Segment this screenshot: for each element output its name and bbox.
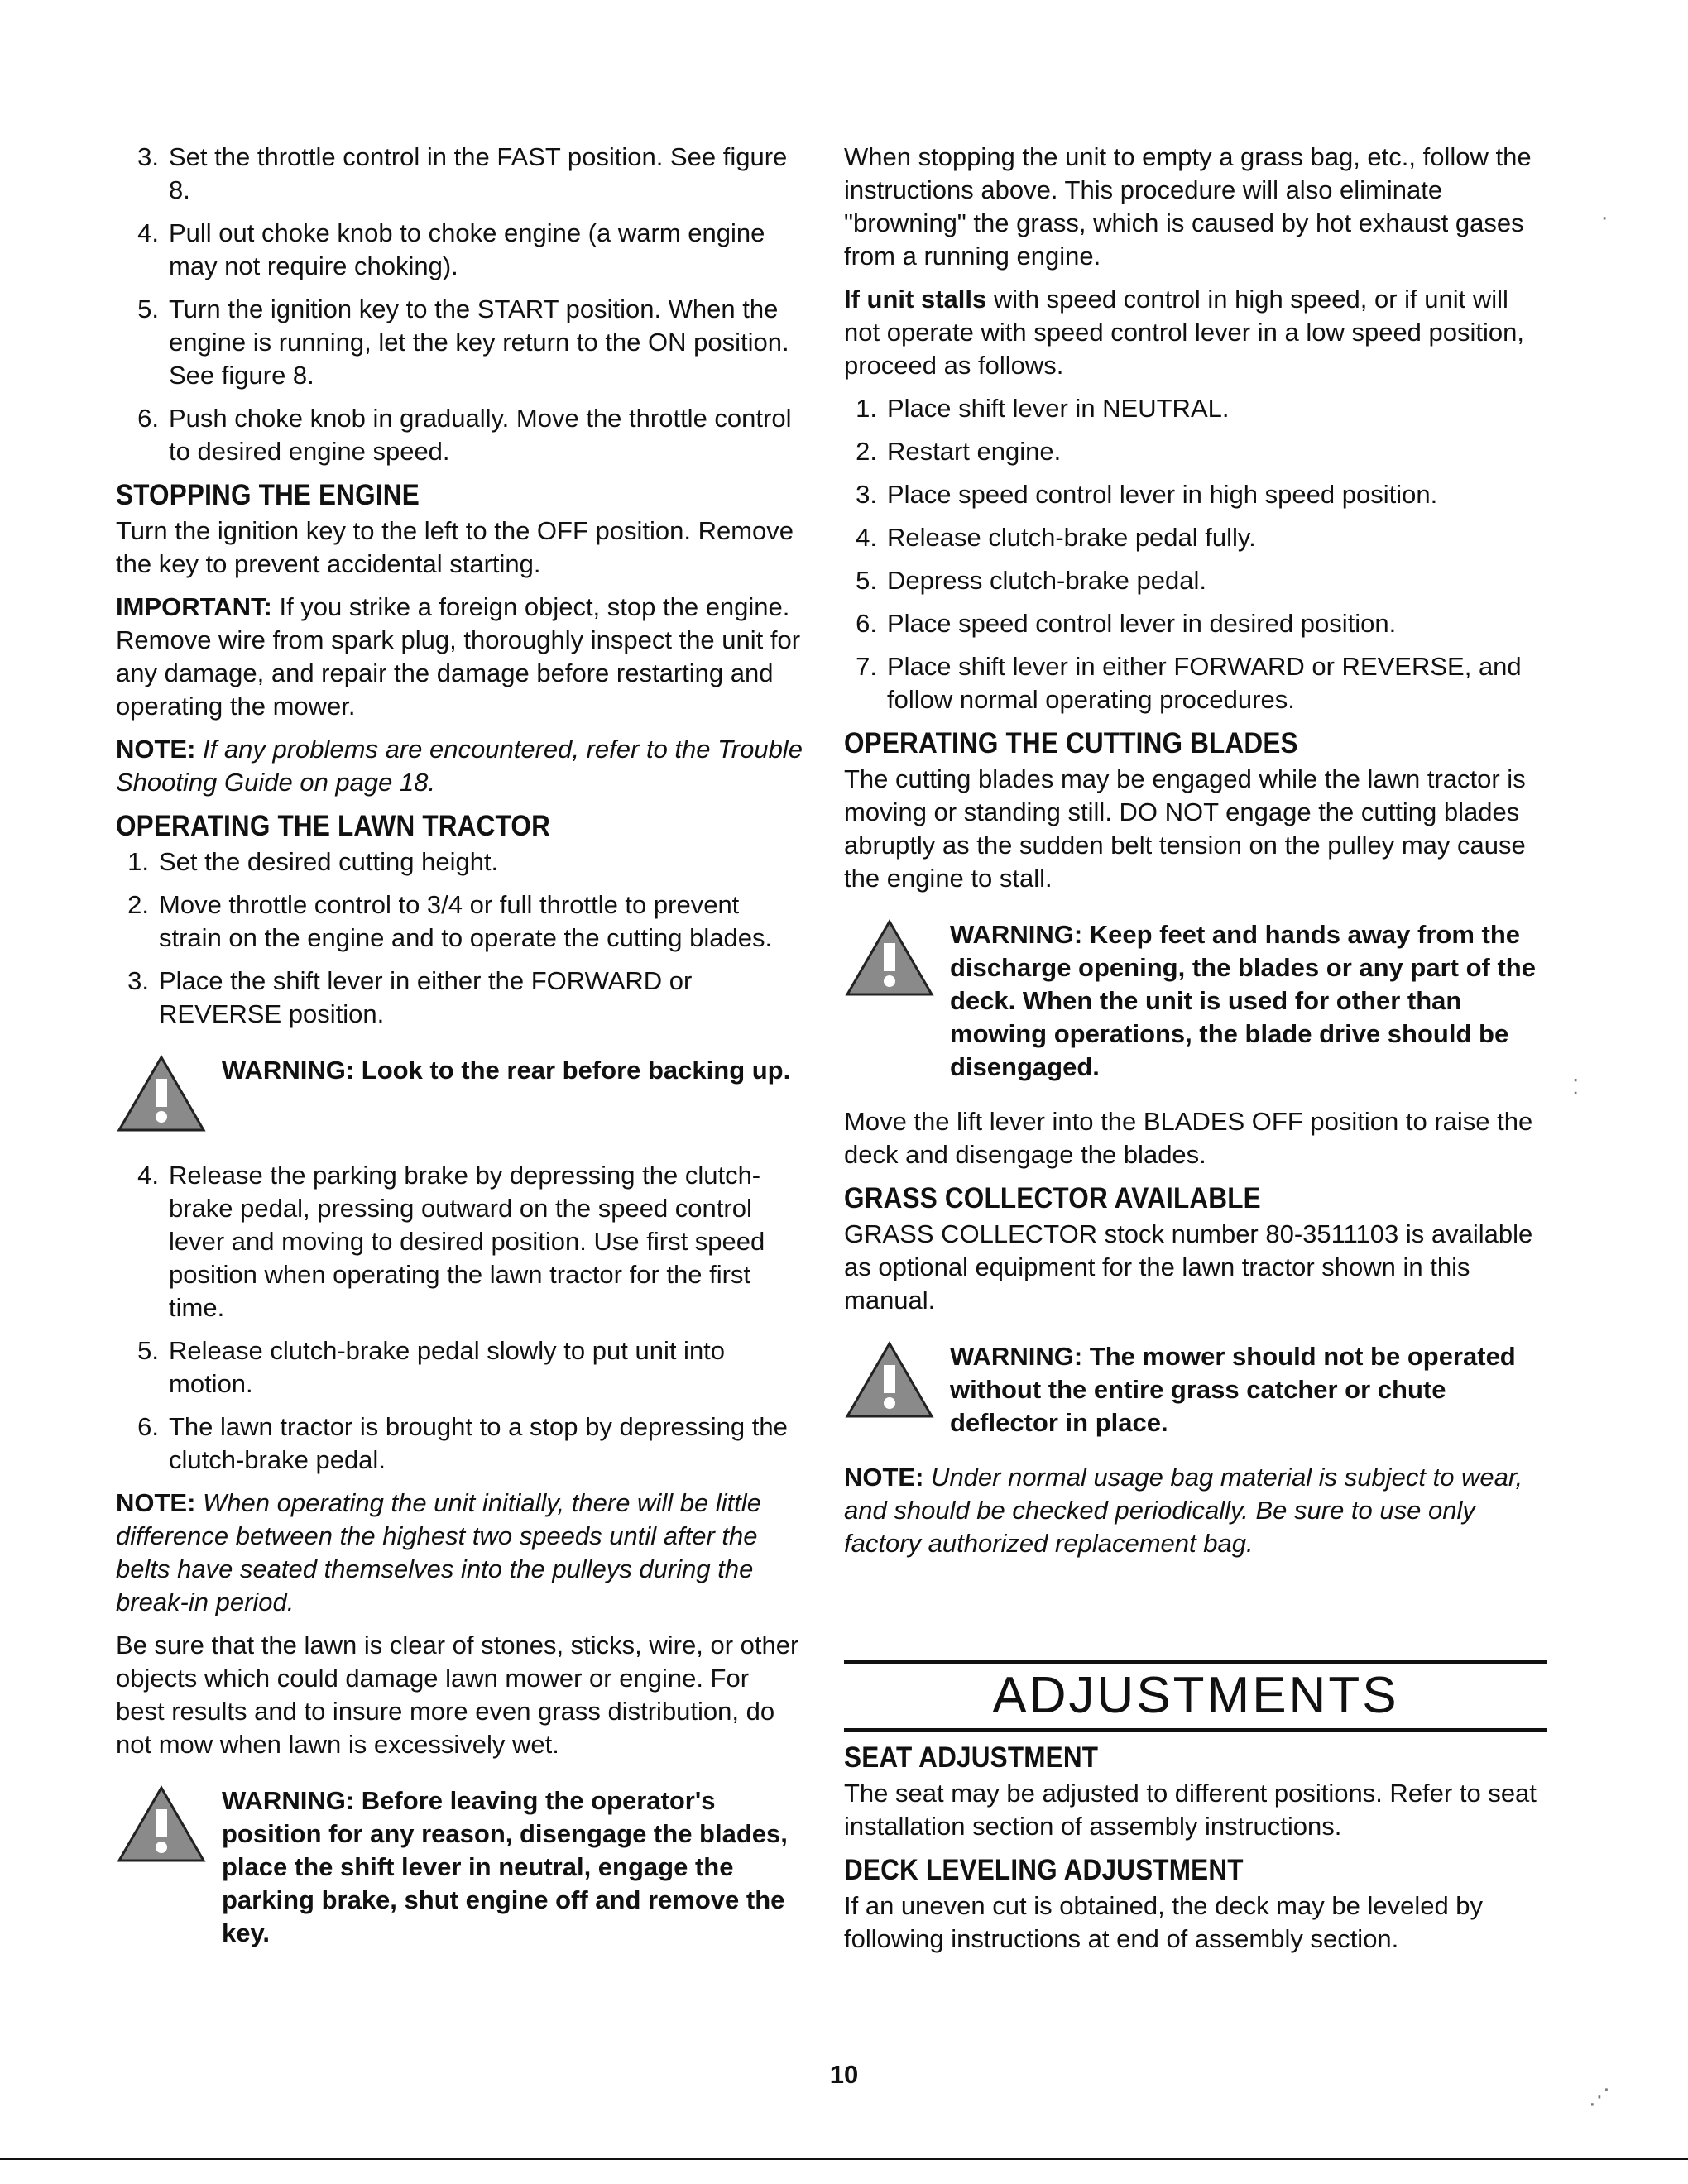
list-item: 5. Release clutch-brake pedal slowly to put unit into motion.	[137, 1336, 726, 1398]
note-trouble-shooting: NOTE: If any problems are encountered, refer to the Trouble Shooting Guide on page 18.	[116, 735, 803, 797]
stopping-unit-text: When stopping the unit to empty a grass bag, etc., follow the instructions above. This procedure will also eliminate "browning" the grass, which is caused by hot exhaust gases from a running engine.	[844, 142, 1532, 271]
scan-speck: ⋰	[1589, 2085, 1610, 2110]
important-paragraph: IMPORTANT: If you strike a foreign object, stop the engine. Remove wire from spark plug, thoroughly inspect the unit for any damage, and repair the damage before restarting and operating the mower.	[116, 592, 801, 721]
list-item: 1. Set the desired cutting height.	[127, 847, 499, 876]
right-column	[844, 141, 1547, 1966]
stall-steps-list	[844, 392, 1547, 716]
list-item: 6. Push choke knob in gradually. Move the throttle control to desired engine speed.	[137, 404, 792, 466]
unit-stalls-paragraph: If unit stalls with speed control in high speed, or if unit will not operate with speed control lever in a low speed position, proceed as follows.	[844, 285, 1524, 380]
warning-triangle-icon	[116, 1784, 207, 1868]
list-item: 6. Place speed control lever in desired position.	[856, 609, 1397, 638]
deck-leveling-heading: DECK LEVELING ADJUSTMENT	[844, 1854, 1244, 1886]
list-item: 4. Pull out choke knob to choke engine (a warm engine may not require choking).	[137, 218, 765, 280]
stopping-engine-text: Turn the ignition key to the left to the OFF position. Remove the key to prevent accidental starting.	[116, 516, 794, 578]
list-item: 2. Restart engine.	[856, 437, 1062, 466]
warning-triangle-icon	[116, 1054, 207, 1138]
warning-backing-up: WARNING: Look to the rear before backing up.	[116, 1054, 803, 1138]
release-steps-list	[116, 1159, 803, 1477]
list-item: 4. Release the parking brake by depressing the clutch-brake pedal, pressing outward on the speed control lever and moving to desired position. Use first speed position when operating the lawn tractor for the first time.	[137, 1161, 765, 1322]
note-bag-material: NOTE: Under normal usage bag material is subject to wear, and should be checked periodically. Be sure to use only factory authorized replacement bag.	[844, 1463, 1523, 1558]
page-bottom-rule	[0, 2158, 1688, 2160]
warning-triangle-icon	[844, 1340, 935, 1424]
list-item: 1. Place shift lever in NEUTRAL.	[856, 394, 1230, 423]
grass-collector-text: GRASS COLLECTOR stock number 80-3511103 is available as optional equipment for the lawn tractor shown in this manual.	[844, 1219, 1533, 1315]
list-item: 5. Depress clutch-brake pedal.	[856, 566, 1206, 595]
list-item: 3. Set the throttle control in the FAST position. See figure 8.	[137, 142, 788, 204]
divider	[844, 1660, 1547, 1664]
warning-leaving-position: WARNING: Before leaving the operator's position for any reason, disengage the blades, place the shift lever in neutral, engage the parking brake, shut engine off and remove the key.	[116, 1784, 803, 1950]
list-item: 5. Turn the ignition key to the START position. When the engine is running, let the key return to the ON position. See figure 8.	[137, 295, 789, 390]
list-item: 2. Move throttle control to 3/4 or full throttle to prevent strain on the engine and to operate the cutting blades.	[127, 890, 773, 952]
warning-discharge-opening: WARNING: Keep feet and hands away from the discharge opening, the blades or any part of the deck. When the unit is used for other than mowing operations, the blade drive should be disengaged.	[844, 918, 1547, 1084]
starting-steps-list	[116, 141, 803, 468]
seat-adjustment-heading: SEAT ADJUSTMENT	[844, 1741, 1099, 1774]
grass-collector-heading: GRASS COLLECTOR AVAILABLE	[844, 1182, 1261, 1214]
list-item: 3. Place speed control lever in high speed position.	[856, 480, 1438, 509]
stopping-engine-heading: STOPPING THE ENGINE	[116, 479, 420, 511]
divider	[844, 1728, 1547, 1732]
lawn-clear-text: Be sure that the lawn is clear of stones, sticks, wire, or other objects which could damage lawn mower or engine. For best results and to insure more even grass distribution, do not mow when lawn is excessively wet.	[116, 1631, 799, 1759]
deck-leveling-text: If an uneven cut is obtained, the deck may be leveled by following instructions at end of assembly section.	[844, 1891, 1484, 1953]
operating-cutting-blades-heading: OPERATING THE CUTTING BLADES	[844, 727, 1298, 759]
lift-lever-text: Move the lift lever into the BLADES OFF position to raise the deck and disengage the blades.	[844, 1107, 1533, 1169]
warning-triangle-icon	[844, 918, 935, 1002]
left-column	[116, 141, 803, 1971]
adjustments-heading: ADJUSTMENTS	[992, 1667, 1399, 1724]
list-item: 7. Place shift lever in either FORWARD or REVERSE, and follow normal operating procedures.	[856, 652, 1522, 714]
scan-speck: ⁚	[1572, 1075, 1580, 1100]
adjustments-section	[844, 1660, 1547, 1956]
list-item: 6. The lawn tractor is brought to a stop by depressing the clutch-brake pedal.	[137, 1412, 788, 1474]
scan-speck: ·	[1601, 207, 1609, 232]
cutting-blades-text: The cutting blades may be engaged while the lawn tractor is moving or standing still. DO NOT engage the cutting blades abruptly as the sudden belt tension on the pulley may cause the engine to stall.	[844, 764, 1526, 893]
warning-grass-catcher: WARNING: The mower should not be operated without the entire grass catcher or chute deflector in place.	[844, 1340, 1547, 1439]
page-number: 10	[829, 2060, 859, 2089]
note-break-in: NOTE: When operating the unit initially, there will be little difference between the highest two speeds until after the belts have seated themselves into the pulleys during the break-in period.	[116, 1488, 761, 1616]
seat-adjustment-text: The seat may be adjusted to different positions. Refer to seat installation section of assembly instructions.	[844, 1779, 1537, 1841]
list-item: 4. Release clutch-brake pedal fully.	[856, 523, 1256, 552]
list-item: 3. Place the shift lever in either the FORWARD or REVERSE position.	[127, 966, 693, 1028]
operating-lawn-tractor-heading: OPERATING THE LAWN TRACTOR	[116, 810, 551, 842]
operating-steps-list	[116, 845, 803, 1031]
